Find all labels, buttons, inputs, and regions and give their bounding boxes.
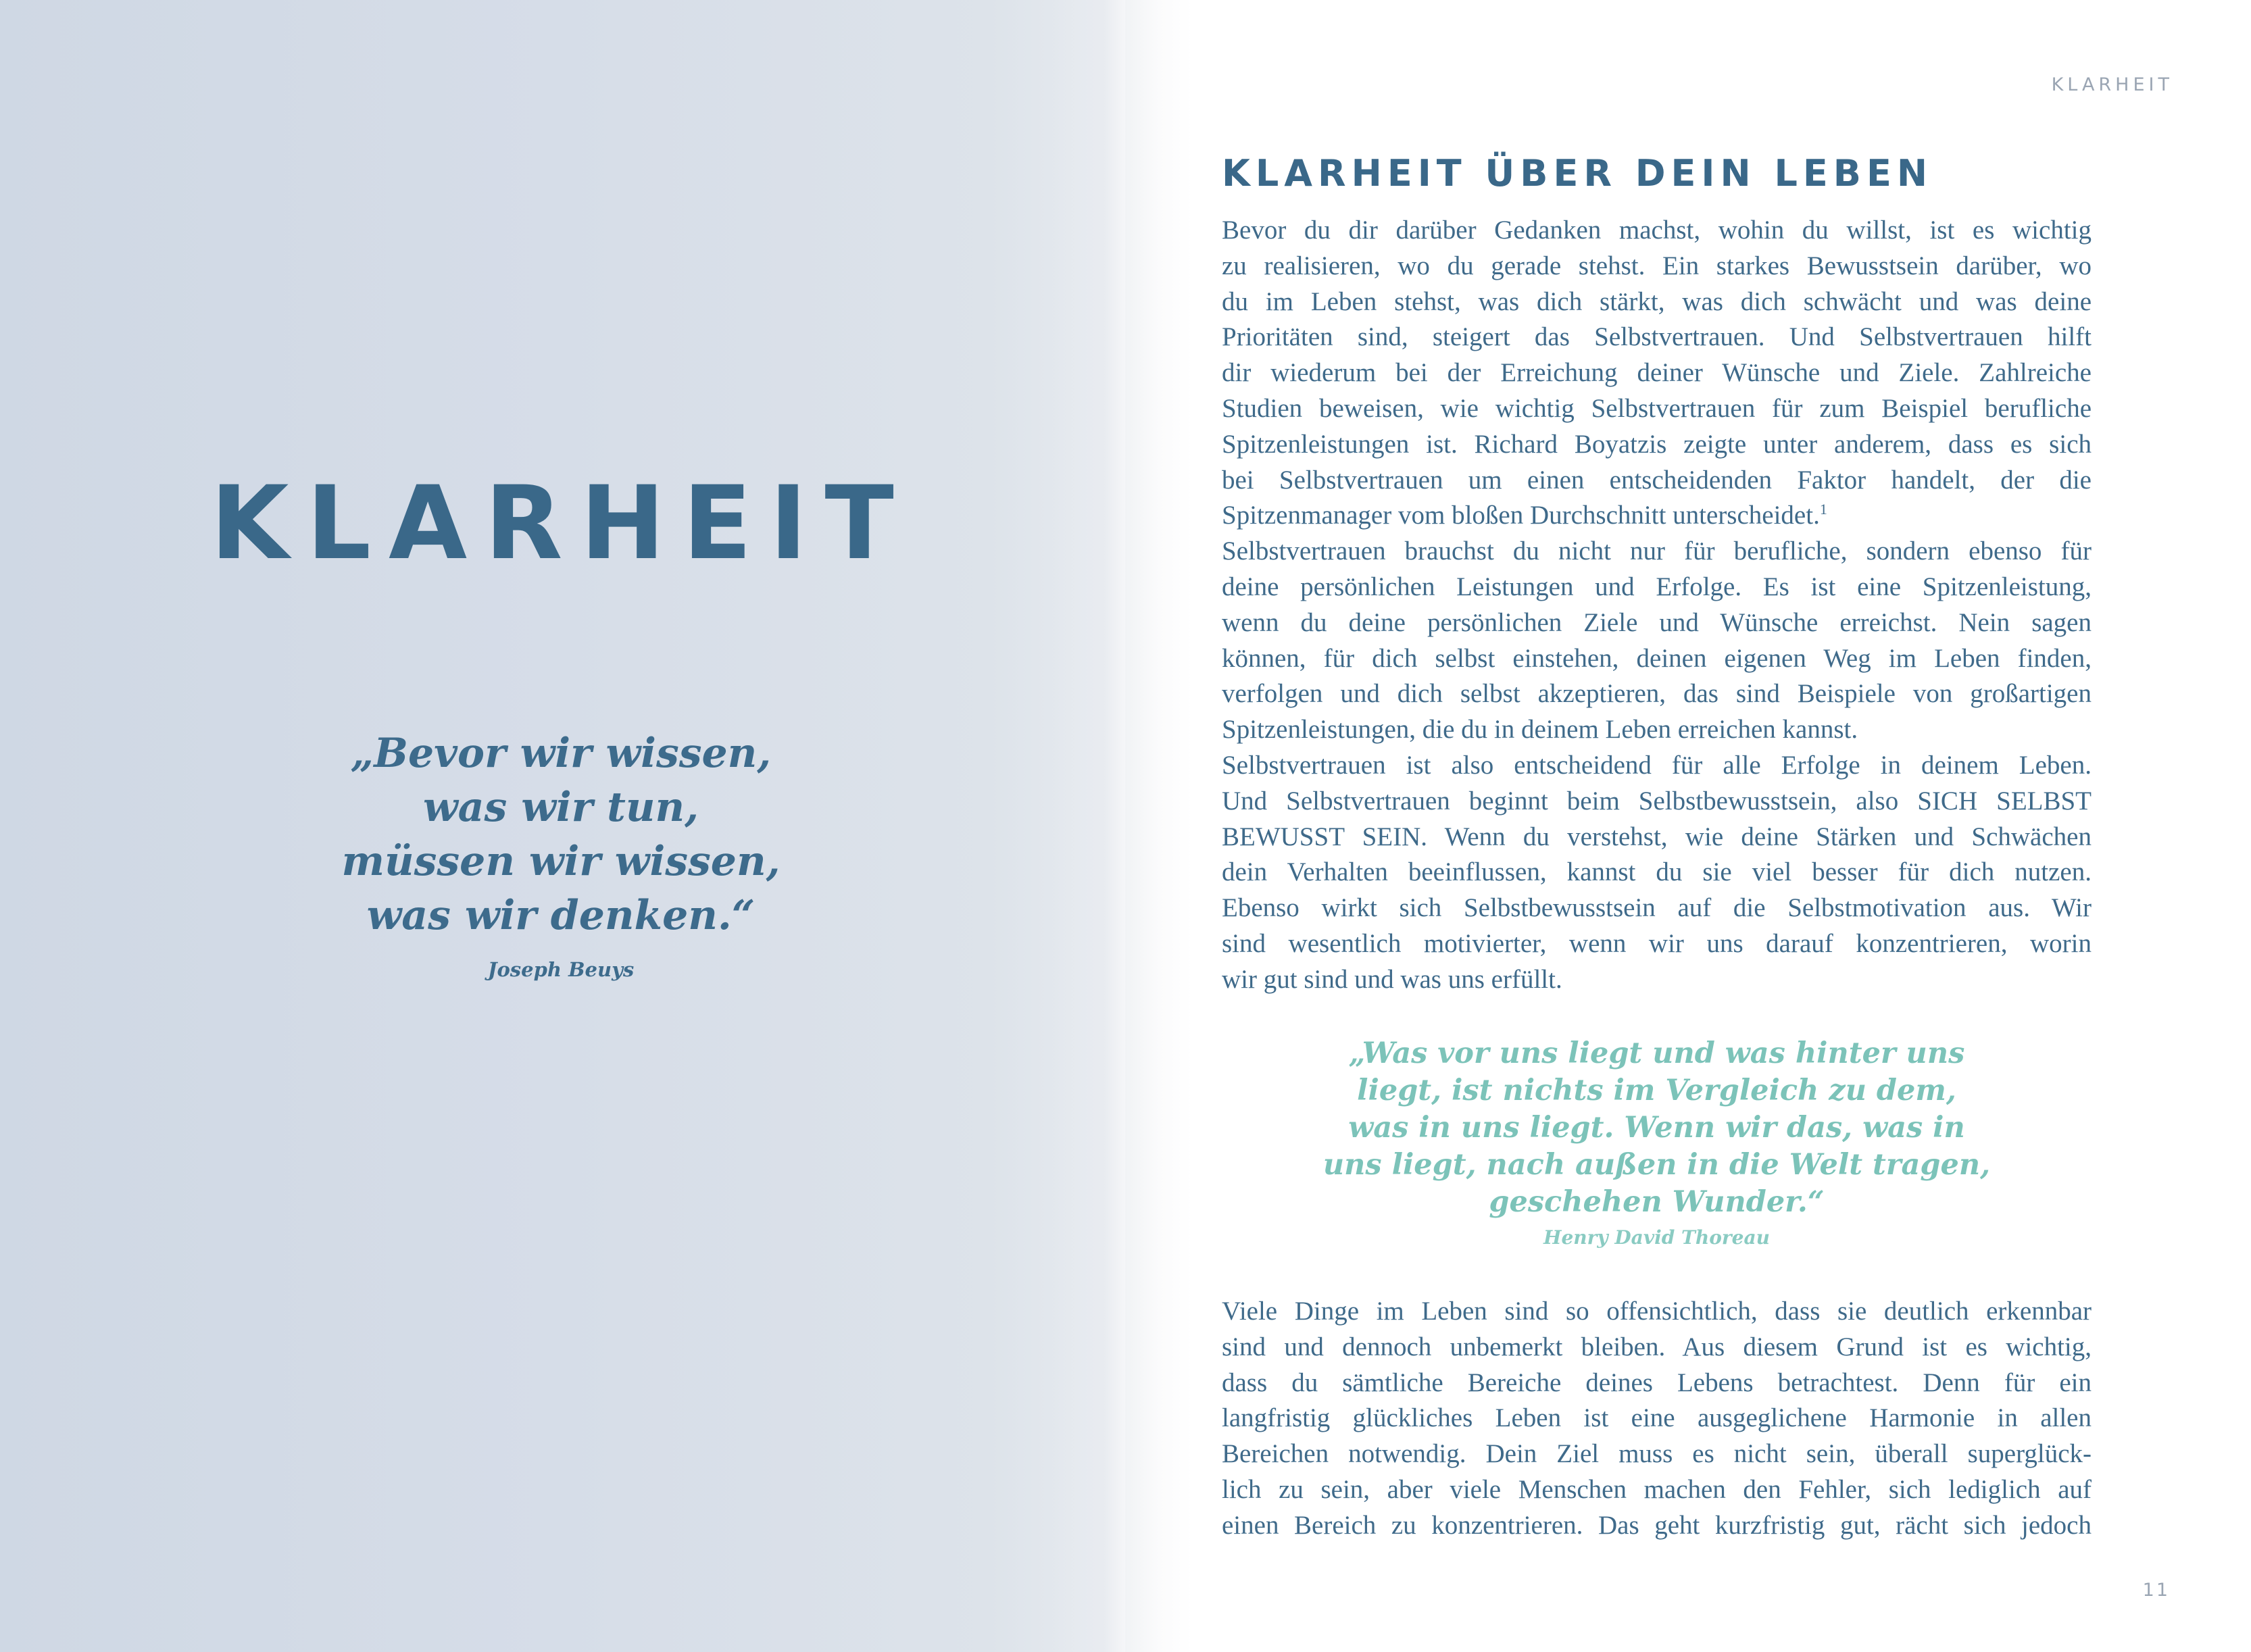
right-quote-line: „Was vor uns liegt und was hinter uns	[1348, 1036, 1965, 1070]
left-quote-line: was wir denken.“	[366, 892, 756, 939]
right-quote-line: uns liegt, nach außen in die Welt tragen,	[1322, 1148, 1991, 1182]
text-line: Spitzenmanager vom bloßen Durchschnitt unterscheidet.	[1222, 501, 1820, 530]
text-line: langfristig glückliches Leben ist eine ausgeglichene Harmonie in allen	[1222, 1403, 2092, 1433]
text-line: Spitzenleistungen ist. Richard Boyatzis zeigte unter anderem, dass es sich	[1222, 429, 2092, 459]
text-line: verfolgen und dich selbst akzeptieren, das sind Beispiele von großartigen	[1222, 679, 2092, 709]
text-line: einen Bereich zu konzentrieren. Das geht kurzfristig gut, rächt sich jedoch	[1222, 1510, 2092, 1540]
text-line: Studien beweisen, wie wichtig Selbstvertrauen für zum Beispiel berufliche	[1222, 393, 2092, 423]
left-quote	[0, 726, 1122, 943]
text-line-with-footnote	[1222, 498, 2092, 534]
text-line: lich zu sein, aber viele Menschen machen den Fehler, sich lediglich auf	[1222, 1474, 2092, 1504]
text-line: Ebenso wirkt sich Selbstbewusstsein auf die Selbstmotivation aus. Wir	[1222, 893, 2092, 923]
text-line: Spitzenleistungen, die du in deinem Leben erreichen kannst.	[1222, 715, 1858, 745]
left-quote-line: müssen wir wissen,	[341, 838, 781, 885]
text-line: Und Selbstvertrauen beginnt beim Selbstbewusstsein, also SICH SELBST	[1222, 786, 2092, 816]
left-quote-line: was wir tun,	[423, 784, 699, 831]
right-quote-line: geschehen Wunder.“	[1489, 1185, 1825, 1219]
paragraph-2	[1222, 534, 2092, 748]
text-line: sind wesentlich motivierter, wenn wir uns darauf konzentrieren, worin	[1222, 928, 2092, 958]
right-quote-author: Henry David Thoreau	[1543, 1226, 1770, 1249]
text-line: wenn du deine persönlichen Ziele und Wünsche erreichst. Nein sagen	[1222, 607, 2092, 637]
text-line: zu realisieren, wo du gerade stehst. Ein starkes Bewusstsein darüber, wo	[1222, 251, 2092, 280]
text-line: Bevor du dir darüber Gedanken machst, wohin du willst, ist es wichtig	[1222, 216, 2092, 245]
right-quote-line: liegt, ist nichts im Vergleich zu dem,	[1357, 1074, 1956, 1107]
left-page	[0, 0, 1125, 1652]
text-line: Prioritäten sind, steigert das Selbstvertrauen. Und Selbstvertrauen hilft	[1222, 322, 2092, 352]
text-line: dein Verhalten beeinflussen, kannst du sie viel besser für dich nutzen.	[1222, 857, 2092, 887]
paragraph-4	[1222, 1294, 2092, 1544]
text-line: bei Selbstvertrauen um einen entscheidenden Faktor handelt, der die	[1222, 465, 2092, 495]
text-line: du im Leben stehst, was dich stärkt, was dich schwächt und was deine	[1222, 286, 2092, 316]
paragraph-3	[1222, 748, 2092, 998]
text-line: Selbstvertrauen ist also entscheidend für alle Erfolge in deinem Leben.	[1222, 750, 2092, 780]
text-line: dir wiederum bei der Erreichung deiner Wünsche und Ziele. Zahlreiche	[1222, 358, 2092, 388]
text-line: sind und dennoch unbemerkt bleiben. Aus diesem Grund ist es wichtig,	[1222, 1332, 2092, 1361]
running-head: KLARHEIT	[2051, 74, 2173, 95]
text-line: Viele Dinge im Leben sind so offensichtlich, dass sie deutlich erkennbar	[1222, 1297, 2092, 1326]
text-line: deine persönlichen Leistungen und Erfolge. Es ist eine Spitzenleistung,	[1222, 572, 2092, 601]
left-quote-author: Joseph Beuys	[487, 958, 635, 981]
text-line: BEWUSST SEIN. Wenn du verstehst, wie deine Stärken und Schwächen	[1222, 822, 2092, 851]
text-line: Bereichen notwendig. Dein Ziel muss es nicht sein, überall superglück-	[1222, 1439, 2092, 1469]
chapter-title: KLARHEIT	[210, 465, 912, 582]
text-line: wir gut sind und was uns erfüllt.	[1222, 964, 1562, 994]
page-number: 11	[2142, 1580, 2170, 1601]
gutter-shadow	[1054, 0, 1125, 1652]
left-quote-line: „Bevor wir wissen,	[350, 730, 772, 777]
footnote-marker: 1	[1819, 501, 1827, 518]
text-line: Selbstvertrauen brauchst du nicht nur für berufliche, sondern ebenso für	[1222, 536, 2092, 566]
right-quote	[1222, 1035, 2092, 1221]
section-title: KLARHEIT ÜBER DEIN LEBEN	[1222, 152, 1933, 195]
body-text-block-2	[1222, 1294, 2092, 1544]
text-line: dass du sämtliche Bereiche deines Lebens betrachtest. Denn für ein	[1222, 1368, 2092, 1397]
right-quote-line: was in uns liegt. Wenn wir das, was in	[1348, 1111, 1965, 1145]
body-text-block-1	[1222, 213, 2092, 998]
text-line: können, für dich selbst einstehen, deinen eigenen Weg im Leben finden,	[1222, 643, 2092, 673]
paragraph-1	[1222, 213, 2092, 534]
